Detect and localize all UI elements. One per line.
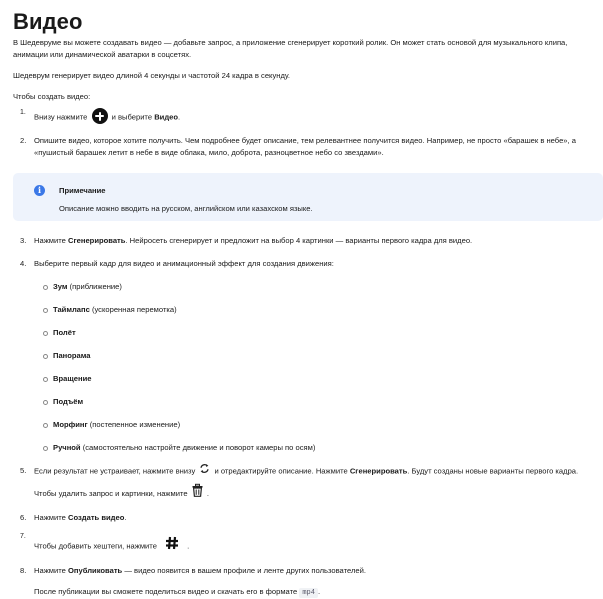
punctuation: . xyxy=(124,513,127,522)
step-4 xyxy=(20,258,600,454)
step-text: и выберите xyxy=(111,112,153,122)
refresh-icon xyxy=(199,463,210,478)
step-text: Чтобы удалить запрос и картинки, нажмите xyxy=(34,489,188,498)
effect-name: Морфинг xyxy=(53,420,88,429)
step-1 xyxy=(20,111,600,124)
format-code: mp4 xyxy=(299,588,318,598)
step-number: 4. xyxy=(20,259,27,268)
generate-button-label: Сгенерировать xyxy=(349,466,408,476)
trash-icon xyxy=(192,484,203,501)
effect-name: Зум xyxy=(53,282,68,291)
effect-item xyxy=(43,373,600,385)
effect-name: Вращение xyxy=(53,374,92,383)
step-5 xyxy=(20,465,600,501)
effect-desc: (самостоятельно настройте движение и поворот камеры по осям) xyxy=(80,443,316,452)
effect-desc: (ускоренная перемотка) xyxy=(89,305,177,314)
delete-hint xyxy=(34,487,600,501)
effect-item xyxy=(43,304,600,316)
step-number: 5. xyxy=(20,466,27,475)
effect-name: Полёт xyxy=(53,328,76,337)
effect-desc: (постепенное изменение) xyxy=(87,420,181,429)
step-number: 6. xyxy=(20,513,27,522)
step-2 xyxy=(20,135,600,221)
step-number: 1. xyxy=(20,109,26,116)
step-text: Нажмите xyxy=(34,236,66,245)
step-text: После публикации вы сможете поделиться видео и скачать его в формате xyxy=(34,587,298,596)
note-text: Описание можно вводить на русском, английском или казахском языке. xyxy=(59,204,313,213)
punctuation: . xyxy=(187,541,190,551)
publish-button-label: Опубликовать xyxy=(68,566,123,575)
step-text: и отредактируйте описание. Нажмите xyxy=(214,466,348,476)
publish-hint xyxy=(34,586,600,599)
step-text: . Будут созданы новые варианты первого кадра. xyxy=(407,466,579,476)
effect-item xyxy=(43,327,600,339)
generate-button-label: Сгенерировать xyxy=(68,236,126,245)
step-7 xyxy=(20,535,600,554)
video-spec-paragraph: Шедеврум генерирует видео длиной 4 секунды и частотой 24 кадра в секунду. xyxy=(13,71,291,80)
effect-name: Ручной xyxy=(53,443,81,452)
effects-list xyxy=(34,281,600,454)
effect-name: Таймлапс xyxy=(53,305,90,314)
step-text: Чтобы добавить хештеги, нажмите xyxy=(34,541,157,551)
step-text: Нажмите xyxy=(34,513,66,522)
effect-name: Панорама xyxy=(53,351,91,360)
effect-item xyxy=(43,396,600,408)
note-title: Примечание xyxy=(59,186,106,195)
step-text: Выберите первый кадр для видео и анимационный эффект для создания движения: xyxy=(34,259,334,268)
step-text: . Нейросеть сгенерирует и предложит на выбор 4 картинки — варианты первого кадра для видео. xyxy=(125,236,473,245)
note-callout xyxy=(13,173,603,221)
create-video-button-label: Создать видео xyxy=(68,513,125,522)
step-number: 7. xyxy=(20,533,26,540)
steps-list xyxy=(13,111,600,599)
step-number: 3. xyxy=(20,236,27,245)
effect-item xyxy=(43,350,600,362)
step-3 xyxy=(20,235,600,247)
step-8 xyxy=(20,565,600,599)
punctuation: . xyxy=(206,489,209,498)
punctuation: . xyxy=(178,112,181,122)
step-text: Опишите видео, которое хотите получить. Чем подробнее будет описание, тем релевантнее получится видео. Например, не просто «барашек в небе», а «пушистый барашек летит в небе в виде облака, мило, доброта, разноцветное небо со звездами». xyxy=(34,136,576,157)
video-menu-label: Видео xyxy=(154,112,179,122)
page-title: Видео xyxy=(13,9,83,34)
step-6 xyxy=(20,512,600,524)
effect-name: Подъём xyxy=(53,397,84,406)
effect-item xyxy=(43,281,600,293)
punctuation: . xyxy=(317,587,321,596)
step-text: Если результат не устраивает, нажмите внизу xyxy=(34,466,196,476)
effect-item xyxy=(43,419,600,431)
step-text: Внизу нажмите xyxy=(34,112,88,122)
steps-intro: Чтобы создать видео: xyxy=(13,92,91,101)
effect-desc: (приближение) xyxy=(67,282,122,291)
info-icon: i xyxy=(34,185,45,196)
step-number: 2. xyxy=(20,136,27,145)
intro-paragraph: В Шедевруме вы можете создавать видео — добавьте запрос, а приложение сгенерирует короткий ролик. Он может стать основой для музыкального клипа, анимации или динамической аватарки в соцсетях. xyxy=(13,38,568,59)
step-number: 8. xyxy=(20,566,27,575)
step-text: — видео появится в вашем профиле и ленте других пользователей. xyxy=(122,566,366,575)
plus-circle-icon xyxy=(92,108,108,124)
effect-item xyxy=(43,442,600,454)
step-text: Нажмите xyxy=(34,566,66,575)
hashtag-icon xyxy=(165,536,179,554)
